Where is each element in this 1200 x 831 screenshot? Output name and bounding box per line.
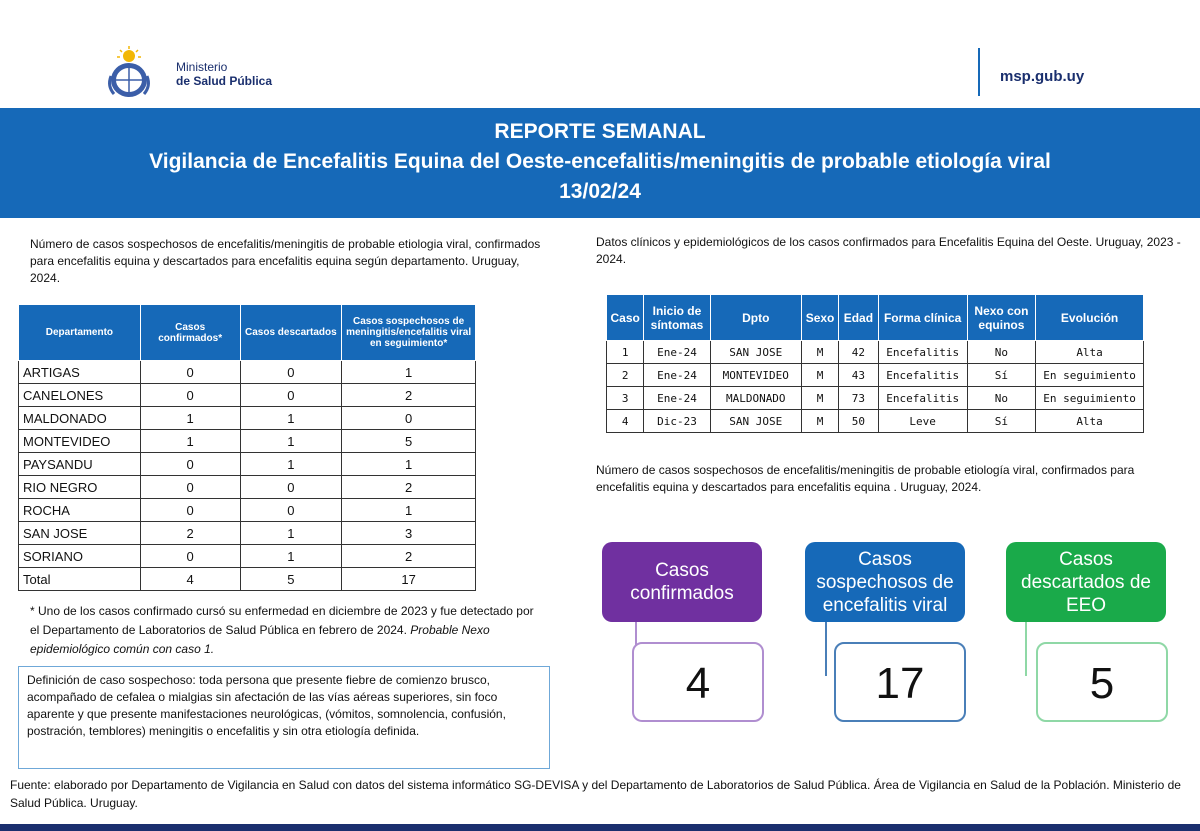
value-confirmed: 4	[632, 642, 764, 722]
table-cell: M	[801, 410, 838, 433]
footer-bar	[0, 824, 1200, 831]
table-cell: 2	[342, 545, 476, 568]
table-cell: 1	[240, 453, 342, 476]
table-cell: Encefalitis	[878, 341, 967, 364]
table-row	[19, 568, 476, 591]
table-cell: 50	[839, 410, 878, 433]
dept-table-body	[19, 361, 476, 591]
table-cell: M	[801, 387, 838, 410]
table-row	[19, 407, 476, 430]
table-cell: Encefalitis	[878, 364, 967, 387]
table-cell: Ene-24	[644, 341, 710, 364]
ministry-line2: de Salud Pública	[176, 74, 273, 88]
table-cell: 0	[140, 545, 240, 568]
table-cell: 1	[607, 341, 644, 364]
table-cell: Encefalitis	[878, 387, 967, 410]
col-header: Casos sospechosos de meningitis/encefalitis viral en seguimiento*	[342, 305, 476, 361]
col-header: Inicio de síntomas	[644, 295, 710, 341]
table-cell: MONTEVIDEO	[710, 364, 801, 387]
site-link[interactable]: msp.gub.uy	[1000, 68, 1085, 85]
table-cell: 0	[240, 499, 342, 522]
table-cell: 3	[607, 387, 644, 410]
table-cell: 0	[342, 407, 476, 430]
card-label: Casos confirmados	[630, 560, 734, 604]
table-cell: M	[801, 341, 838, 364]
table-row	[607, 387, 1144, 410]
table-cell: 0	[240, 476, 342, 499]
clinical-table-body	[607, 341, 1144, 433]
table-cell: 17	[342, 568, 476, 591]
card-label: Casos descartados de EEO	[1021, 548, 1151, 616]
table-cell: 1	[240, 545, 342, 568]
table-cell: CANELONES	[19, 384, 141, 407]
table-cell: 4	[607, 410, 644, 433]
table-row	[19, 545, 476, 568]
table-row	[607, 410, 1144, 433]
clinical-table-caption: Datos clínicos y epidemiológicos de los casos confirmados para Encefalitis Equina del Oeste. Uruguay, 2023 - 2024.	[596, 235, 1181, 266]
ministry-name	[176, 60, 272, 88]
footnote-text: * Uno de los casos confirmado cursó su enfermedad en diciembre de 2023 y fue detectado por el Departamento de Laboratorios de Salud Pública en febrero de 2024.	[30, 604, 534, 637]
table-cell: 1	[342, 499, 476, 522]
table-row	[19, 476, 476, 499]
table-cell: 1	[240, 522, 342, 545]
case-definition-box: Definición de caso sospechoso: toda persona que presente fiebre de comienzo brusco, acompañado de cefalea o mialgias sin afectación de las vías aéreas superiores, sin foco aparente y que presente manifestaciones neurológicas, (vómitos, somnolencia, confusión, postración, temblores) meningitis o encefalitis y sin otra etiología definida.	[18, 666, 550, 769]
banner-date: 13/02/24	[559, 180, 641, 203]
col-header: Dpto	[710, 295, 801, 341]
table-cell: 1	[240, 430, 342, 453]
table-row	[19, 430, 476, 453]
table-cell: MONTEVIDEO	[19, 430, 141, 453]
col-header: Departamento	[19, 305, 141, 361]
table-cell: Sí	[967, 364, 1035, 387]
table-row	[19, 499, 476, 522]
col-header: Edad	[839, 295, 878, 341]
col-header: Casos confirmados*	[140, 305, 240, 361]
table-cell: No	[967, 341, 1035, 364]
table-cell: 0	[140, 384, 240, 407]
banner-title: REPORTE SEMANAL	[494, 120, 706, 143]
table-cell: 0	[140, 476, 240, 499]
table-cell: 5	[240, 568, 342, 591]
col-header: Caso	[607, 295, 644, 341]
col-header: Sexo	[801, 295, 838, 341]
table-row	[19, 522, 476, 545]
card-suspected	[805, 542, 965, 622]
banner-subtitle: Vigilancia de Encefalitis Equina del Oeste-encefalitis/meningitis de probable etiología viral	[149, 150, 1051, 173]
table-cell: 2	[607, 364, 644, 387]
card-label: Casos sospechosos de encefalitis viral	[816, 548, 954, 616]
report-banner	[0, 108, 1200, 218]
table-cell: En seguimiento	[1036, 387, 1144, 410]
table-cell: SAN JOSE	[19, 522, 141, 545]
table-cell: 3	[342, 522, 476, 545]
clinical-cases-table	[606, 294, 1144, 433]
table-cell: Alta	[1036, 341, 1144, 364]
table-cell: Alta	[1036, 410, 1144, 433]
table-cell: Dic-23	[644, 410, 710, 433]
table-cell: 5	[342, 430, 476, 453]
table-cell: RIO NEGRO	[19, 476, 141, 499]
table-cell: PAYSANDU	[19, 453, 141, 476]
table-cell: 0	[140, 499, 240, 522]
national-shield-logo	[104, 46, 154, 100]
table-cell: 0	[140, 361, 240, 384]
table-cell: MALDONADO	[710, 387, 801, 410]
table-cell: 42	[839, 341, 878, 364]
table-cell: 1	[342, 361, 476, 384]
summary-caption: Número de casos sospechosos de encefalitis/meningitis de probable etiología viral, confirmados para encefalitis equina y descartados para encefalitis equina . Uruguay, 2024.	[596, 463, 1135, 494]
table-cell: 0	[140, 453, 240, 476]
table-cell: 2	[342, 476, 476, 499]
table-cell: ARTIGAS	[19, 361, 141, 384]
table-cell: ROCHA	[19, 499, 141, 522]
col-header: Evolución	[1036, 295, 1144, 341]
table-cell: 1	[342, 453, 476, 476]
table-cell: No	[967, 387, 1035, 410]
table-cell: SAN JOSE	[710, 341, 801, 364]
table-row	[607, 341, 1144, 364]
table-row	[19, 361, 476, 384]
source-note: Fuente: elaborado por Departamento de Vigilancia en Salud con datos del sistema informático SG-DEVISA y del Departamento de Laboratorios de Salud Pública. Área de Vigilancia en Salud de la Población. Ministerio de Salud Pública. Uruguay.	[10, 778, 1181, 810]
footnote	[30, 602, 540, 659]
footnote-italic: Probable Nexo epidemiológico común con caso 1.	[30, 623, 490, 656]
table-cell: Ene-24	[644, 364, 710, 387]
table-cell: 2	[140, 522, 240, 545]
table-cell: 1	[140, 430, 240, 453]
card-discarded	[1006, 542, 1166, 622]
table-cell: 0	[240, 361, 342, 384]
table-cell: Leve	[878, 410, 967, 433]
col-header: Casos descartados	[240, 305, 342, 361]
col-header: Forma clínica	[878, 295, 967, 341]
table-cell: SAN JOSE	[710, 410, 801, 433]
table-row	[19, 453, 476, 476]
value-suspected: 17	[834, 642, 966, 722]
table-cell: 2	[342, 384, 476, 407]
page-header	[0, 0, 1200, 108]
table-cell: SORIANO	[19, 545, 141, 568]
table-cell: 73	[839, 387, 878, 410]
table-cell: 1	[240, 407, 342, 430]
table-cell: 0	[240, 384, 342, 407]
table-cell: MALDONADO	[19, 407, 141, 430]
dept-cases-table	[18, 304, 476, 591]
table-cell: 43	[839, 364, 878, 387]
ministry-line1: Ministerio	[176, 60, 228, 74]
table-cell: M	[801, 364, 838, 387]
card-confirmed	[602, 542, 762, 622]
col-header: Nexo con equinos	[967, 295, 1035, 341]
table-cell: 1	[140, 407, 240, 430]
table-row	[607, 364, 1144, 387]
table-row	[19, 384, 476, 407]
table-cell: Total	[19, 568, 141, 591]
dept-table-caption: Número de casos sospechosos de encefalitis/meningitis de probable etiologia viral, confirmados para encefalitis equina y descartados para encefalitis equina según departamento. Uruguay, 2024.	[30, 237, 541, 285]
table-cell: 4	[140, 568, 240, 591]
value-discarded: 5	[1036, 642, 1168, 722]
header-divider	[978, 48, 980, 96]
table-cell: Sí	[967, 410, 1035, 433]
table-cell: Ene-24	[644, 387, 710, 410]
table-cell: En seguimiento	[1036, 364, 1144, 387]
